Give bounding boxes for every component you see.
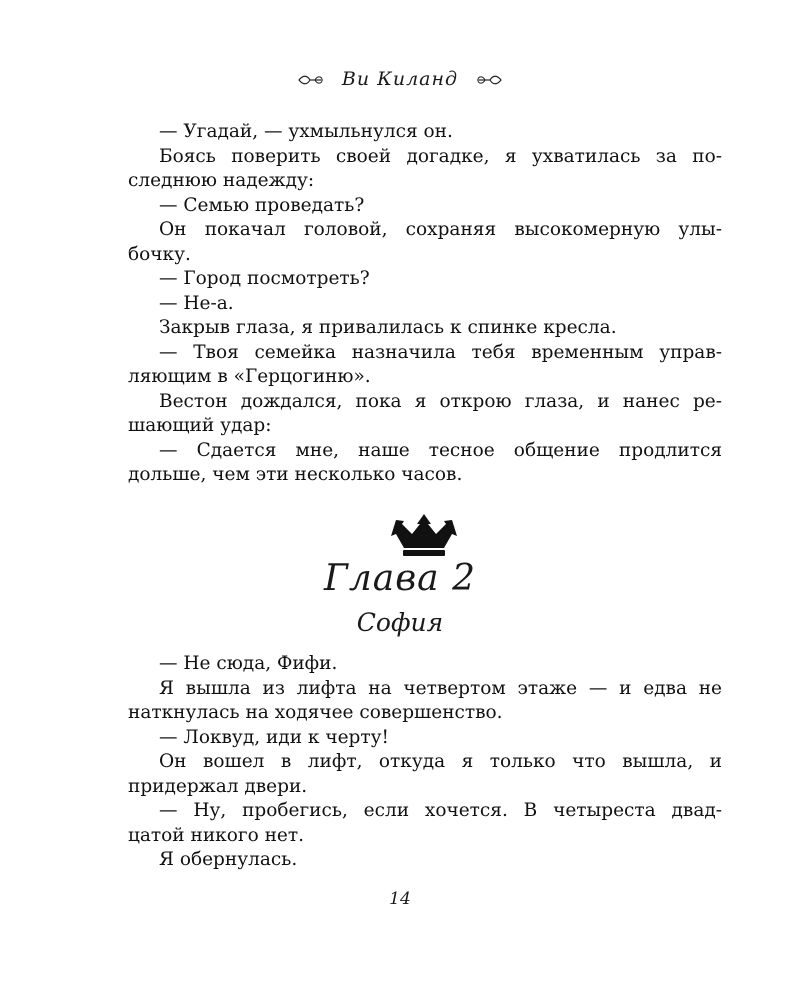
text-line: — Угадай, — ухмыльнулся он. — [159, 121, 453, 142]
text-line: — Локвуд, иди к черту! — [159, 726, 389, 748]
text-line: Я вышла из лифта на четвертом этаже — и едва не — [159, 677, 722, 699]
text-line: — Не сюда, Фифи. — [159, 653, 338, 674]
author-name: Ви Киланд — [341, 68, 459, 90]
paragraph — [128, 750, 722, 775]
paragraph — [128, 145, 722, 170]
text-line: цатой никого нет. — [128, 824, 304, 846]
chapter-title: Глава 2 — [324, 558, 476, 599]
text-line: шающий удар: — [128, 415, 272, 436]
text-line: Боясь поверить своей догадке, я ухватилась за по- — [159, 145, 722, 167]
paragraph — [128, 218, 722, 243]
paragraph-continuation — [128, 775, 722, 800]
paragraph — [128, 390, 722, 415]
text-line: наткнулась на ходячее совершенство. — [128, 702, 503, 723]
paragraph — [128, 120, 722, 145]
text-line: дольше, чем эти несколько часов. — [128, 464, 463, 485]
chapter-subtitle: София — [356, 608, 444, 637]
text-line: ляющим в «Герцогиню». — [128, 366, 371, 387]
text-line: — Сдается мне, наше тесное общение продлится — [159, 439, 722, 461]
paragraph-continuation — [128, 169, 722, 194]
paragraph — [128, 194, 722, 219]
paragraph — [128, 799, 722, 824]
text-line: придержал двери. — [128, 775, 308, 797]
paragraph-continuation — [128, 701, 722, 726]
paragraph — [128, 267, 722, 292]
page-number: 14 — [389, 889, 411, 909]
text-line: — Твоя семейка назначила тебя временным управ- — [159, 341, 722, 363]
text-line: Я обернулась. — [159, 849, 298, 870]
paragraph — [128, 848, 722, 873]
text-line: Он покачал головой, сохраняя высокомерную улы- — [159, 219, 722, 240]
paragraph-continuation — [128, 414, 722, 439]
text-block-top — [128, 120, 722, 488]
text-line: следнюю надежду: — [128, 170, 315, 191]
paragraph — [128, 439, 722, 464]
paragraph — [128, 726, 722, 751]
running-header — [0, 68, 800, 90]
paragraph-continuation — [128, 463, 722, 488]
text-line: — Ну, пробегись, если хочется. В четыреста двад- — [159, 800, 722, 821]
text-line: Он вошел в лифт, откуда я только что вышла, и — [159, 751, 722, 772]
paragraph — [128, 652, 722, 677]
text-line: Вестон дождался, пока я открою глаза, и нанес ре- — [159, 390, 722, 412]
paragraph — [128, 292, 722, 317]
text-line: — Город посмотреть? — [159, 268, 370, 289]
paragraph-continuation — [128, 243, 722, 268]
text-block-bottom — [128, 652, 722, 873]
paragraph-continuation — [128, 824, 722, 849]
paragraph-continuation — [128, 365, 722, 390]
left-flourish-ornament — [297, 73, 325, 87]
text-line: — Не-а. — [159, 292, 234, 314]
right-flourish-ornament — [475, 73, 503, 87]
paragraph — [128, 341, 722, 366]
paragraph — [128, 677, 722, 702]
text-line: Закрыв глаза, я привалилась к спинке кресла. — [159, 317, 617, 338]
paragraph — [128, 316, 722, 341]
text-line: бочку. — [128, 243, 191, 265]
crown-icon — [384, 512, 464, 562]
text-line: — Семью проведать? — [159, 194, 365, 216]
